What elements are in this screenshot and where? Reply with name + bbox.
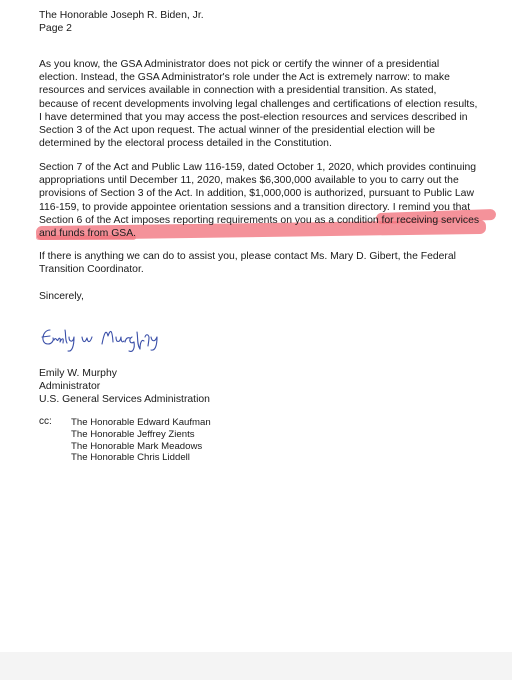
paragraph-1-line: As you know, the GSA Administrator does not pick or certify the winner of a presidential	[39, 59, 440, 70]
paragraph-1-line: because of recent developments involving legal challenges and certifications of election results,	[39, 98, 478, 110]
paragraph-3	[39, 250, 456, 276]
paragraph-2	[39, 161, 479, 240]
paragraph-1-line: determined by the electoral process detailed in the Constitution.	[39, 138, 332, 150]
paragraph-3-line: Transition Coordinator.	[39, 264, 144, 276]
cc-recipient: The Honorable Mark Meadows	[71, 440, 203, 452]
paragraph-2-line: provisions of Section 3 of the Act. In addition, $1,000,000 is authorized, pursuant to Public Law	[39, 188, 474, 200]
page-bottom-edge	[0, 652, 512, 680]
paragraph-2-line: 116-159, to provide appointee orientation sessions and a transition directory. I remind you that	[39, 201, 471, 213]
paragraph-2-line: Section 6 of the Act imposes reporting requirements on you as a condition for receiving services	[39, 214, 480, 226]
signature	[36, 318, 176, 361]
cc-recipient: The Honorable Chris Liddell	[71, 452, 190, 464]
paragraph-1	[39, 58, 477, 150]
page-number: Page 2	[39, 23, 72, 34]
cc-recipient: The Honorable Edward Kaufman	[71, 417, 211, 428]
recipient-line: The Honorable Joseph R. Biden, Jr.	[39, 10, 204, 21]
paragraph-1-line: resources and services available in connection with a presidential transition. As stated,	[39, 85, 437, 97]
cc-label: cc:	[39, 416, 52, 427]
paragraph-1-line: election. Instead, the GSA Administrator's role under the Act is extremely narrow: to make	[39, 72, 450, 84]
cc-list	[71, 417, 211, 464]
paragraph-2-line: appropriations until December 11, 2020, makes $6,300,000 available to you to carry out the	[39, 175, 459, 187]
paragraph-3-line: If there is anything we can do to assist you, please contact Ms. Mary D. Gibert, the Federal	[39, 251, 456, 262]
paragraph-1-line: Section 3 of the Act upon request. The actual winner of the presidential election will be	[39, 125, 436, 137]
paragraph-2-line: and funds from GSA.	[39, 228, 137, 240]
closing: Sincerely,	[39, 291, 84, 302]
cc-recipient: The Honorable Jeffrey Zients	[71, 428, 195, 440]
signature-image	[36, 318, 176, 356]
signer-title: Administrator	[39, 381, 101, 392]
paragraph-1-line: I have determined that you may access the post-election resources and services described in	[39, 111, 468, 123]
signer-name: Emily W. Murphy	[39, 368, 117, 379]
signer-agency: U.S. General Services Administration	[39, 394, 210, 405]
paragraph-2-line: Section 7 of the Act and Public Law 116-159, dated October 1, 2020, which provides continuing	[39, 162, 477, 173]
